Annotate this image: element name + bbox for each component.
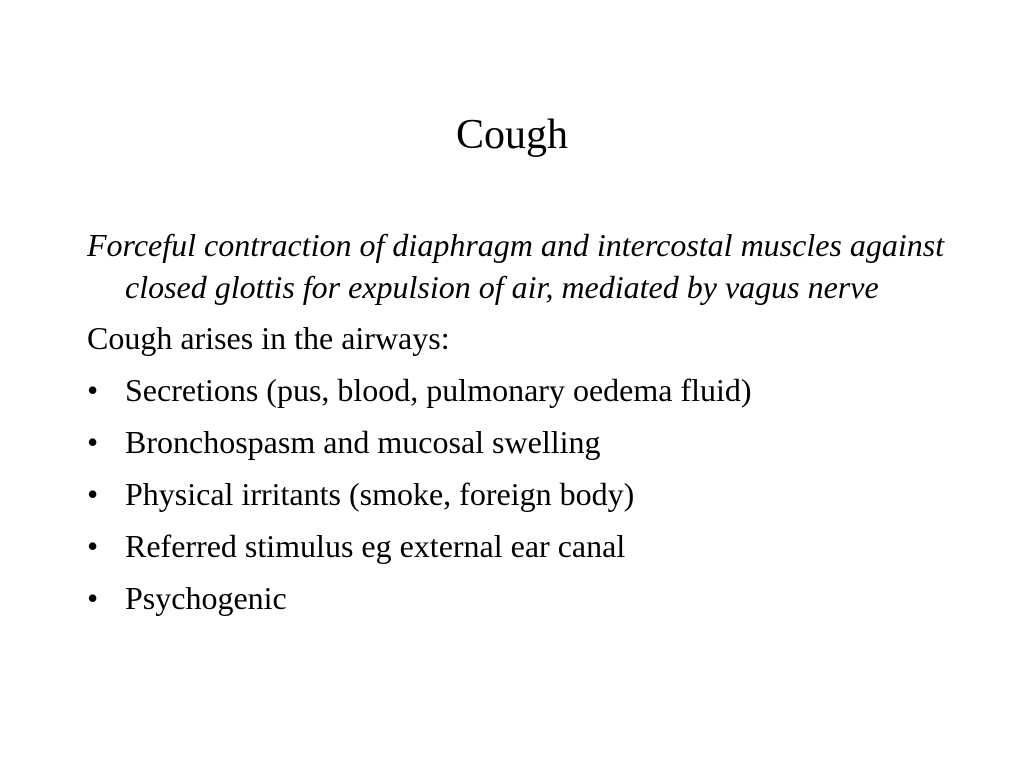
bullet-text: Physical irritants (smoke, foreign body) [125,476,635,512]
bullet-dot-icon: • [87,424,99,460]
bullet-dot-icon: • [87,580,99,616]
bullet-list [87,368,947,620]
bullet-dot-icon: • [87,476,99,512]
slide-title: Cough [455,112,568,158]
bullet-text: Bronchospasm and mucosal swelling [125,424,601,460]
bullet-item [87,472,947,516]
bullet-text: Referred stimulus eg external ear canal [125,528,626,564]
intro-text: Cough arises in the airways: [87,320,450,356]
bullet-item [87,524,947,568]
bullet-item [87,576,947,620]
bullet-item [87,420,947,464]
bullet-dot-icon: • [87,528,99,564]
bullet-text: Secretions (pus, blood, pulmonary oedema fluid) [125,372,752,408]
slide-body [87,224,947,628]
bullet-dot-icon: • [87,372,99,408]
bullet-item [87,368,947,412]
bullet-text: Psychogenic [125,580,287,616]
definition-text: Forceful contraction of diaphragm and intercostal muscles against closed glottis for expulsion of air, mediated by vagus nerve [87,227,945,305]
